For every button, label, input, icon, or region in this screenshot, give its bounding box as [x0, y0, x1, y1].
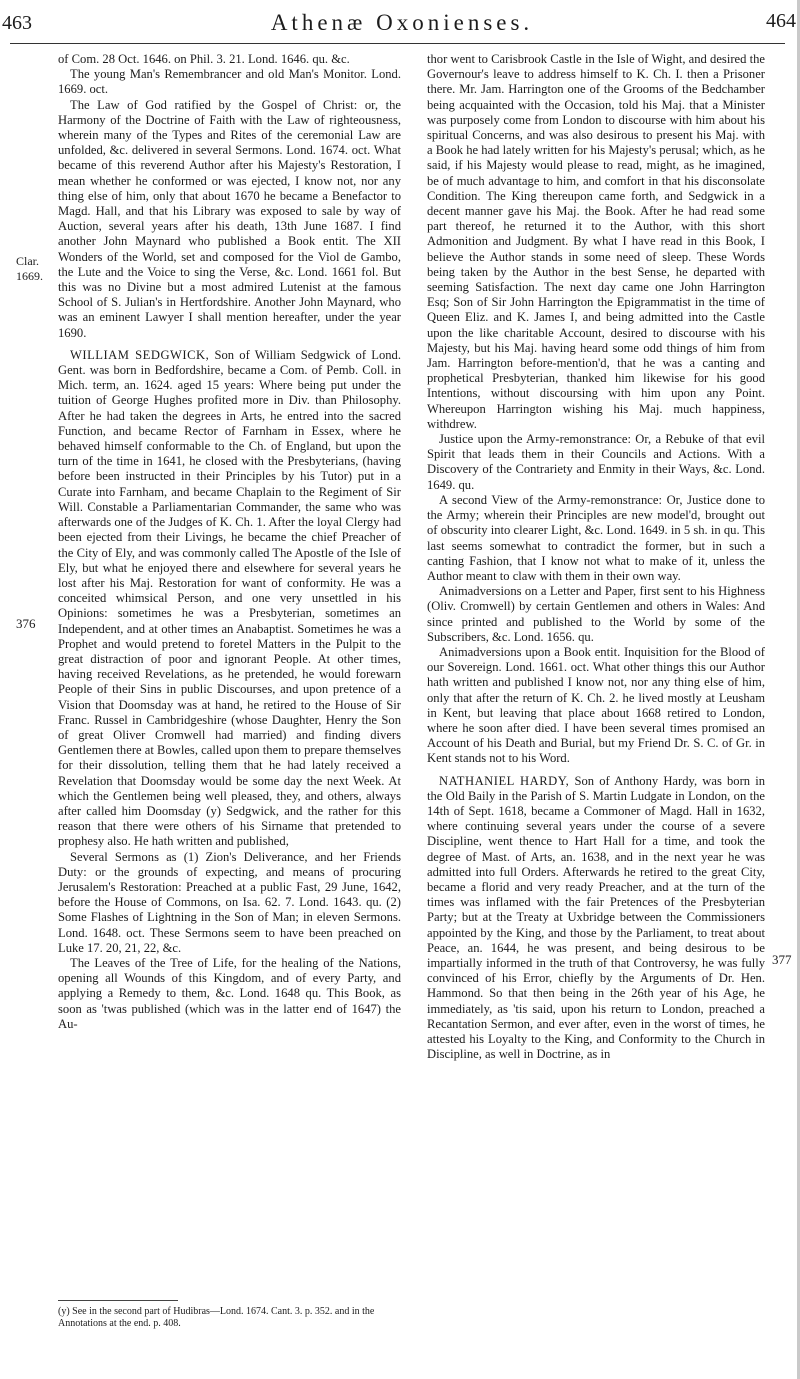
- footnote: (y) See in the second part of Hudibras—Lond. 1674. Cant. 3. p. 352. and in the Annotations at the end. p. 408.: [58, 1306, 375, 1329]
- header-rule: [10, 43, 785, 44]
- page-number-right: 464: [766, 10, 796, 32]
- margin-clar-label: Clar.: [16, 254, 39, 268]
- entry-name-sedgwick: WILLIAM SEDGWICK,: [70, 347, 210, 362]
- left-paragraph-6: The Leaves of the Tree of Life, for the healing of the Nations, opening all Wounds of this Kingdom, and of every Party, and applying a Remedy to them, &c. Lond. 1648 qu. This Book, as soon as 'twas published (which was in the latter end of 1647) the Au-: [58, 955, 401, 1031]
- left-paragraph-2: The young Man's Remembrancer and old Man's Monitor. Lond. 1669. oct.: [58, 67, 401, 97]
- entry-text-sedgwick: Son of William Sedgwick of Lond. Gent. was born in Bedfordshire, became a Com. of Pemb. Coll. in Mich. term, an. 1624. aged 15 years: Where being put under the tuition of George Hughes profited more in Div. than Philosophy. After he had taken the degrees in Arts, he entred into the sacred Function, and became Rector of Farnham in Essex, where he behaved himself conformable to the Ch. of England, but upon the turn of the time in 1641, he closed with the Presbyterians, (having before been instructed in their Principles by his Tutor) put in a Curate into Farnham, and became Chaplain to the Regiment of Sir Will. Constable a Parliamentarian Commander, the same who was afterwards one of the Judges of K. Ch. 1. After the loyal Clergy had been ejected from their Livings, he became the chief Preacher of the City of Ely, and was commonly called The Apostle of the Isle of Ely, but what he enjoyed there and elsewhere for several years he lost after his Maj. Restoration for want of conformity. He was a conceited whimsical Person, and one very unsettled in his Opinions: sometimes he was a Presbyterian, sometimes an Independent, and at other times an Anabaptist. Sometimes he was a Prophet and would pretend to foretel Matters in the Pulpit to the great distraction of poor and ignorant People. At other times, having received Revelations, as he pretended, he would forewarn People of their Sins in public Discourses, and upon pretence of a Vision that Doomsday was at hand, he retired to the House of Sir Franc. Russel in Cambridgeshire (whose Daughter, Henry the Son of great Oliver Cromwell had married) and finding divers Gentlemen there at Bowles, called upon them to prepare themselves for their dissolution, telling them that he had lately received a Revelation that Doomsday would be some day the next Week. At which the Gentlemen being well pleased, they, and others, always after called him Doomsday (y) Sedgwick, and the rather for this reason that there were others of his Sirname that pretended to prophesy also. He hath written and published,: [58, 347, 401, 849]
- right-paragraph-2: Justice upon the Army-remonstrance: Or, a Rebuke of that evil Spirit that leads them in their Councils and Actions. With a Discovery of the Contrariety and Enmity in their Ways, &c. Lond. 1649. qu.: [427, 432, 765, 492]
- margin-note-clar: [16, 254, 43, 284]
- left-paragraph-1: of Com. 28 Oct. 1646. on Phil. 3. 21. Lond. 1646. qu. &c.: [58, 52, 350, 66]
- left-column: [58, 52, 401, 1032]
- running-title: Athenæ Oxonienses.: [270, 10, 534, 35]
- footnote-rule: [58, 1300, 178, 1301]
- margin-entry-number-377: 377: [772, 952, 792, 967]
- right-paragraph-5: Animadversions upon a Book entit. Inquisition for the Blood of our Sovereign. Lond. 1661. oct. What other things this our Author hath written and published I know not, nor any thing else of him, only that after the return of K. Ch. 2. he lived mostly at Leusham in Kent, but leaving that place about 1668 retired to London, where he soon after died. I have been several times promised an Account of his Death and Burial, but my Friend Dr. S. C. of Gr. in Kent stands not to his Word.: [427, 644, 765, 766]
- right-paragraph-1: thor went to Carisbrook Castle in the Isle of Wight, and desired the Governour's leave to address himself to K. Ch. I. then a Prisoner there. Mr. Jam. Harrington one of the Grooms of the Bedchamber being acquainted with the Occasion, told his Maj. that a Minister was purposely come from London to discourse with him about his spiritual Concerns, and was also desirous to present his Maj. with a Book he had lately written for his Majesty's perusal; which, as he said, if his Majesty would please to read, might, as he imagined, be of much advantage to him, and comfort in that his disconsolate Condition. The King thereupon came forth, and Sedgwick in a decent manner gave his Maj. the Book. After he had read some part thereof, he returned it to the Author, with this short Admonition and Judgment. By what I have read in this Book, I believe the Author stands in some need of sleep. These Words being taken by the Author in the best Sense, he departed with seeming Satisfaction. The next day came one John Harrington Esq; Son of Sir John Harrington the Epigrammatist in the time of Queen Eliz. and K. James I, and being admitted into the Castle upon the like charitable Account, desired to discourse with his Majesty, but his Maj. having heard some odd things of him from Jam. Harrington before-mention'd, that he was a canting and prophetical Presbyterian, thanked him likewise for his good Intentions, without discoursing with him upon any Point. Whereupon Harrington wishing his Maj. much happiness, withdrew.: [427, 52, 765, 431]
- right-paragraph-4: Animadversions on a Letter and Paper, first sent to his Highness (Oliv. Cromwell) by certain Gentlemen and others in Wales: And since printed and published to the World by some of the Subscribers, &c. Lond. 1656. qu.: [427, 584, 765, 644]
- left-paragraph-5: Several Sermons as (1) Zion's Deliverance, and her Friends Duty: or the grounds of expecting, and means of procuring Jerusalem's Restoration: Preached at a public Fast, 29 June, 1642, before the House of Commons, on Isa. 62. 7. Lond. 1643. qu. (2) Some Flashes of Lightning in the Son of Man; in eleven Sermons. Lond. 1648. oct. These Sermons seem to have been preached on Luke 17. 20, 21, 22, &c.: [58, 849, 401, 955]
- entry-name-hardy: NATHANIEL HARDY,: [439, 773, 570, 788]
- right-column: [427, 52, 765, 1062]
- left-paragraph-3: The Law of God ratified by the Gospel of Christ: or, the Harmony of the Doctrine of Faith with the Law of righteousness, wherein many of the Types and Rites of the ceremonial Law are unfolded, &c. delivered in several Sermons. Lond. 1674. oct. What became of this reverend Author after his Majesty's Restoration, I mean whether he conformed or was ejected, I know not, nor any thing else of him, only that about 1670 he became a Benefactor to Magd. Hall, and that his Library was exposed to sale by way of Auction, several years after his death, 13th June 1687. I find another John Maynard who published a Book entit. The XII Wonders of the World, set and composed for the Viol de Gambo, the Lute and the Voice to sing the Verse, &c. Lond. 1661 fol. But this was no Divine but a most admired Lutenist at the famous School of S. Julian's in Hertfordshire. Another John Maynard, who was an eminent Lawyer I shall mention hereafter, under the year 1690.: [58, 97, 401, 340]
- margin-entry-number-376: 376: [16, 616, 36, 631]
- right-paragraph-3: A second View of the Army-remonstrance: Or, Justice done to the Army; wherein their Principles are new model'd, brought out of obscurity into clearer Light, &c. Lond. 1649. in 5 sh. in qu. This last seems somewhat to contradict the former, but in such a canting Fashion, that I know not what to make of it, unless the Author meant to claw with them in their own way.: [427, 492, 765, 583]
- entry-hardy: [427, 774, 765, 1063]
- entry-text-hardy: Son of Anthony Hardy, was born in the Old Baily in the Parish of S. Martin Ludgate in London, on the 14th of Sept. 1618, became a Commoner of Magd. Hall in 1632, where continuing several years under the course of a severe Discipline, went thence to Hart Hall for a time, and took the degree of Mast. of Arts, an. 1638, and in the next year he was admitted into full Orders. Afterwards he retired to the great City, became a florid and very ready Preacher, and at the turn of the times was inflamed with the fair Pretences of the Presbyterian Party; but at the Treaty at Uxbridge between the Commissioners appointed by the King, and those by the Parliament, to treat about Peace, an. 1644, he was present, and being desirous to be impartially informed in the truth of that Controversy, he was fully convinced of his Error, chiefly by the Arguments of Dr. Hen. Hammond. So that then being in the 26th year of his Age, he immediately, as 'tis said, upon his return to London, preached a Recantation Sermon, and ever after, even in the worst of times, he attested his Loyalty to the King, and Conformity to the Church in Discipline, as well in Doctrine, as in: [427, 773, 765, 1062]
- page-number-left: 463: [2, 12, 32, 34]
- margin-clar-year: 1669.: [16, 269, 43, 283]
- entry-sedgwick: [58, 348, 401, 850]
